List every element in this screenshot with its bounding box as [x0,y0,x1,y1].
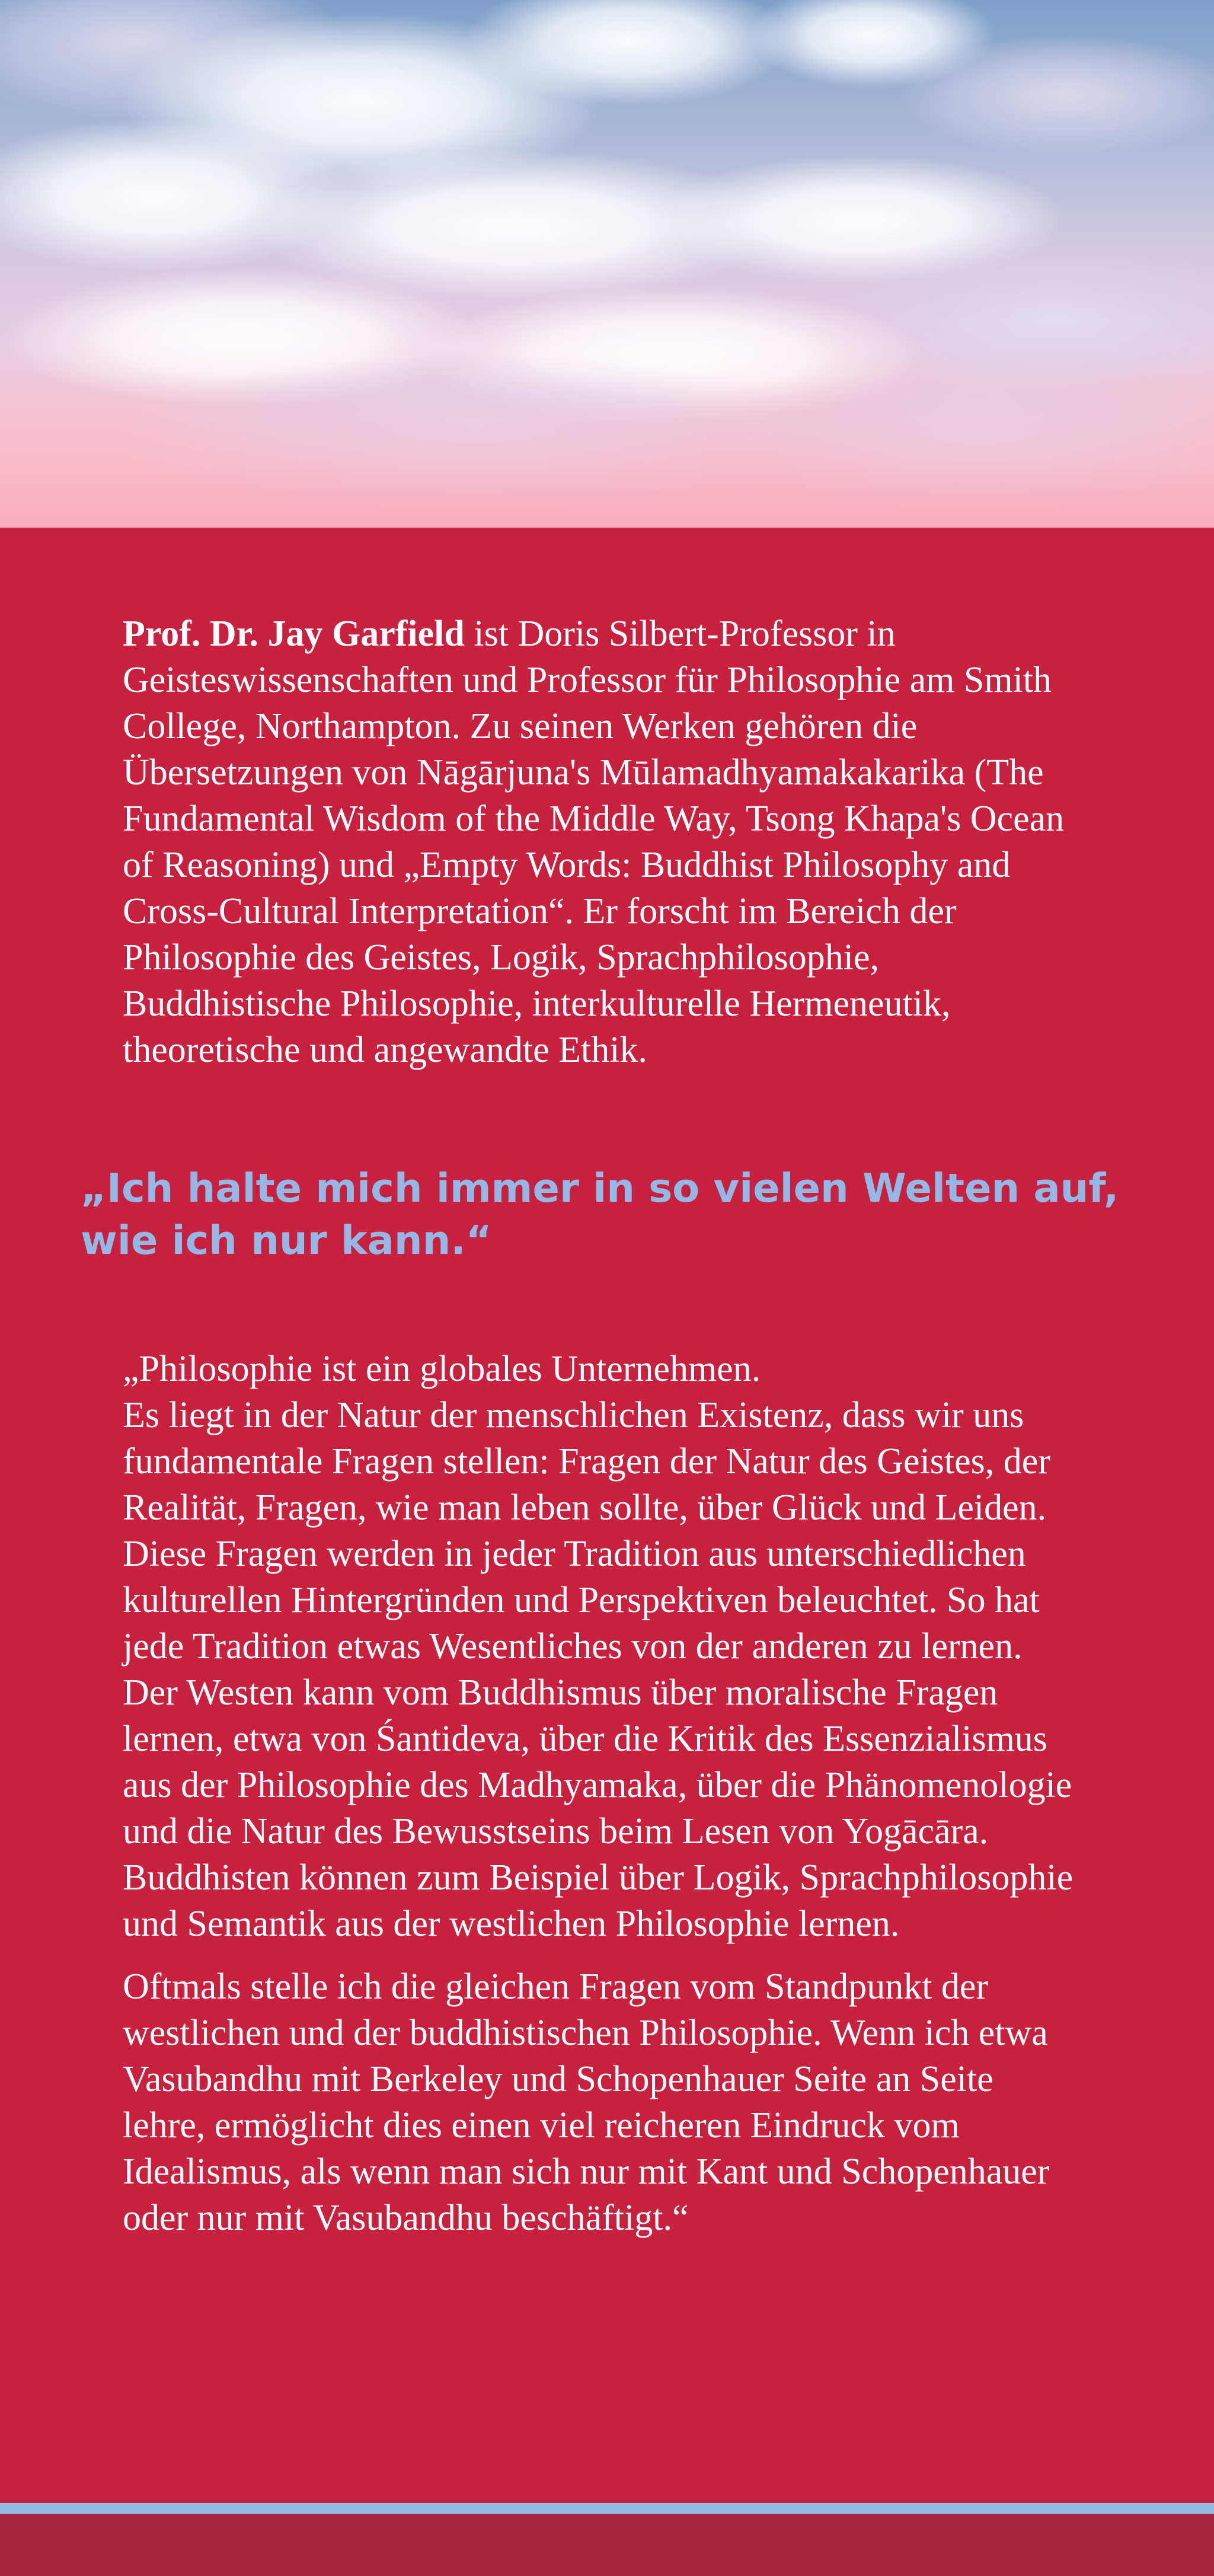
author-bio-text: ist Doris Silbert-Professor in Geisteswissenschaften und Professor für Philosophie am Smith College, Northampton. Zu seinen Werken gehören die Übersetzungen von Nāgārjuna's Mūlamadhyamakakarika (The Fundamental Wisdom of the Middle Way, Tsong Khapa's Ocean of Reasoning) und „Empty Words: Buddhist Philosophy and Cross-Cultural Interpretation“. Er forscht im Bereich der Philosophie des Geistes, Logik, Sprachphilosophie, Buddhistische Philosophie, interkulturelle Hermeneutik, theoretische und angewandte Ethik. [123,614,1065,1070]
quote-paragraph: Der Westen kann vom Buddhismus über moralische Fragen lernen, etwa von Śantideva, über die Kritik des Essenzialismus aus der Philosophie des Madhyamaka, über die Phänomenologie und die Natur des Bewusstseins beim Lesen von Yogācāra. Buddhisten können zum Beispiel über Logik, Sprachphilosophie und Semantik aus der westlichen Philosophie lernen. [123,1672,1074,1944]
quote-paragraph: Es liegt in der Natur der menschlichen Existenz, dass wir uns fundamentale Fragen stellen: Fragen der Natur des Geistes, der Realität, Fragen, wie man leben sollte, über Glück und Leiden. Diese Fragen werden in jeder Tradition aus unterschiedlichen kulturellen Hintergründen und Perspektiven beleuchtet. So hat jede Tradition etwas Wesentliches von der anderen zu lernen. [123,1395,1050,1667]
quote-body [123,1346,1083,2241]
quote-paragraph: „Philosophie ist ein globales Unternehmen. [123,1349,761,1389]
author-bio [123,611,1071,1073]
accent-stripe [0,2503,1214,2514]
quote-paragraph: Oftmals stelle ich die gleichen Fragen vom Standpunkt der westlichen und der buddhistischen Philosophie. Wenn ich etwa Vasubandhu mit Berkeley und Schopenhauer Seite an Seite lehre, ermöglicht dies einen viel reicheren Eindruck vom Idealismus, als wenn man sich nur mit Kant und Schopenhauer oder nur mit Vasubandhu beschäftigt.“ [123,1967,1050,2238]
author-name: Prof. Dr. Jay Garfield [123,614,465,654]
footer-band [0,2514,1214,2576]
pull-quote-headline: „Ich halte mich immer in so vielen Welten auf, wie ich nur kann.“ [81,1165,1119,1263]
sky-cloud-image [0,0,1214,528]
